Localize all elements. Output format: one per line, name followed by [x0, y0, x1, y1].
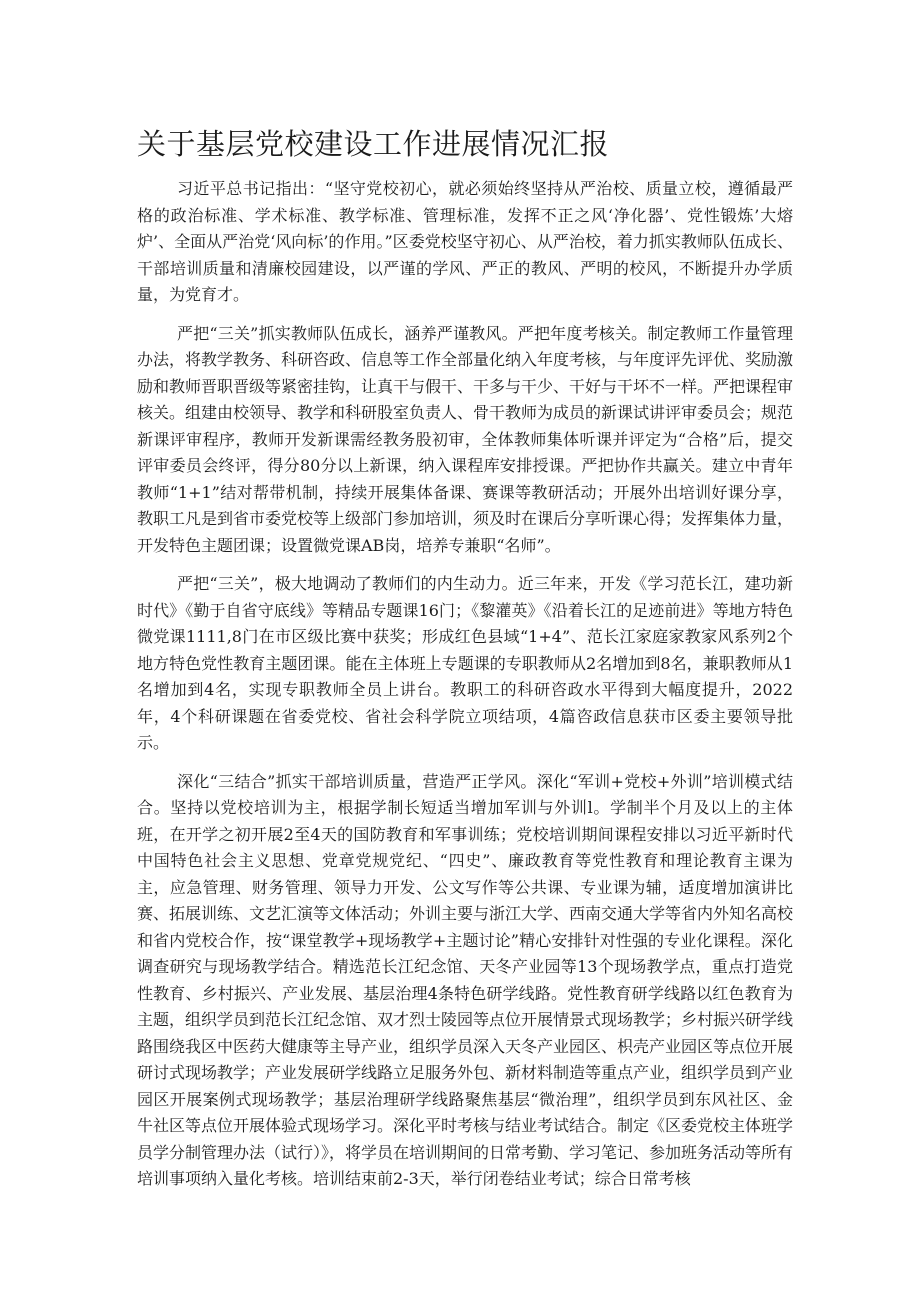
- paragraph-1: 习近平总书记指出：“坚守党校初心，就必须始终坚持从严治校、质量立校，遵循最严格的政治标准、学术标准、教学标准、管理标准，发挥不正之风‘净化器’、党性锻炼’大熔炉’、全面从严治党‘风向标’的作用。”区委党校坚守初心、从严治校，着力抓实教师队伍成长、干部培训质量和清廉校园建设，以严谨的学风、严正的教风、严明的校风，不断提升办学质量，为党育才。: [137, 179, 793, 304]
- paragraph-4: 深化“三结合”抓实干部培训质量，营造严正学风。深化“军训+党校+外训”培训模式结合。坚持以党校培训为主，根据学制长短适当增加军训与外训l。学制半个月及以上的主体班，在开学之初开展2至4天的国防教育和军事训练；党校培训期间课程安排以习近平新时代中国特色社会主义思想、党章党规党纪、“四史”、廉政教育等党性教育和理论教育主课为主，应急管理、财务管理、领导力开发、公文写作等公共课、专业课为辅，适度增加演讲比赛、拓展训练、文艺汇演等文体活动；外训主要与浙江大学、西南交通大学等省内外知名高校和省内党校合作，按“课堂教学+现场教学+主题讨论”精心安排针对性强的专业化课程。深化调查研究与现场教学结合。精选范长江纪念馆、天冬产业园等13个现场教学点，重点打造党性教育、乡村振兴、产业发展、基层治理4条特色研学线路。党性教育研学线路以红色教育为主题，组织学员到范长江纪念馆、双才烈士陵园等点位开展情景式现场教学；乡村振兴研学线路围绕我区中医药大健康等主导产业，组织学员深入天冬产业园区、枳壳产业园区等点位开展研讨式现场教学；产业发展研学线路立足服务外包、新材料制造等重点产业，组织学员到产业园区开展案例式现场教学；基层治理研学线路聚焦基层“微治理”，组织学员到东风社区、金牛社区等点位开展体验式现场学习。深化平时考核与结业考试结合。制定《区委党校主体班学员学分制管理办法（试行）》，将学员在培训期间的日常考勤、学习笔记、参加班务活动等所有培训事项纳入量化考核。培训结束前2-3天，举行闭卷结业考试；综合日常考核: [137, 771, 794, 1188]
- document-body: [137, 176, 793, 1205]
- paragraph-3: 严把“三关”，极大地调动了教师们的内生动力。近三年来，开发《学习范长江，建功新时代》《勤于自省守底线》等精品专题课16门；《黎灌英》《沿着长江的足迹前进》等地方特色微党课1111,8门在市区级比赛中获奖；形成红色县域“1+4”、范长江家庭家教家风系列2个地方特色党性教育主题团课。能在主体班上专题课的专职教师从2名增加到8名，兼职教师从1名增加到4名，实现专职教师全员上讲台。教职工的科研咨政水平得到大幅度提升，2022年，4个科研课题在省委党校、省社会科学院立项结项，4篇咨政信息获市区委主要领导批示。: [137, 574, 793, 752]
- document-title: 关于基层党校建设工作进展情况汇报: [137, 127, 610, 161]
- paragraph-2: 严把“三关”抓实教师队伍成长，涵养严谨教风。严把年度考核关。制定教师工作量管理办法，将教学教务、科研咨政、信息等工作全部量化纳入年度考核，与年度评先评优、奖励激励和教师晋职晋级等紧密挂钩，让真干与假干、干多与干少、干好与干坏不一样。严把课程审核关。组建由校领导、教学和科研股室负责人、骨干教师为成员的新课试讲评审委员会；规范新课评审程序，教师开发新课需经教务股初审，全体教师集体听课并评定为“合格”后，提交评审委员会终评，得分80分以上新课，纳入课程库安排授课。严把协作共赢关。建立中青年教师“1+1”结对帮带机制，持续开展集体备课、赛课等教研活动；开展外出培训好课分享，教职工凡是到省市委党校等上级部门参加培训，须及时在课后分享听课心得；发挥集体力量，开发特色主题团课；设置微党课AB岗，培养专兼职“名师”。: [137, 323, 794, 555]
